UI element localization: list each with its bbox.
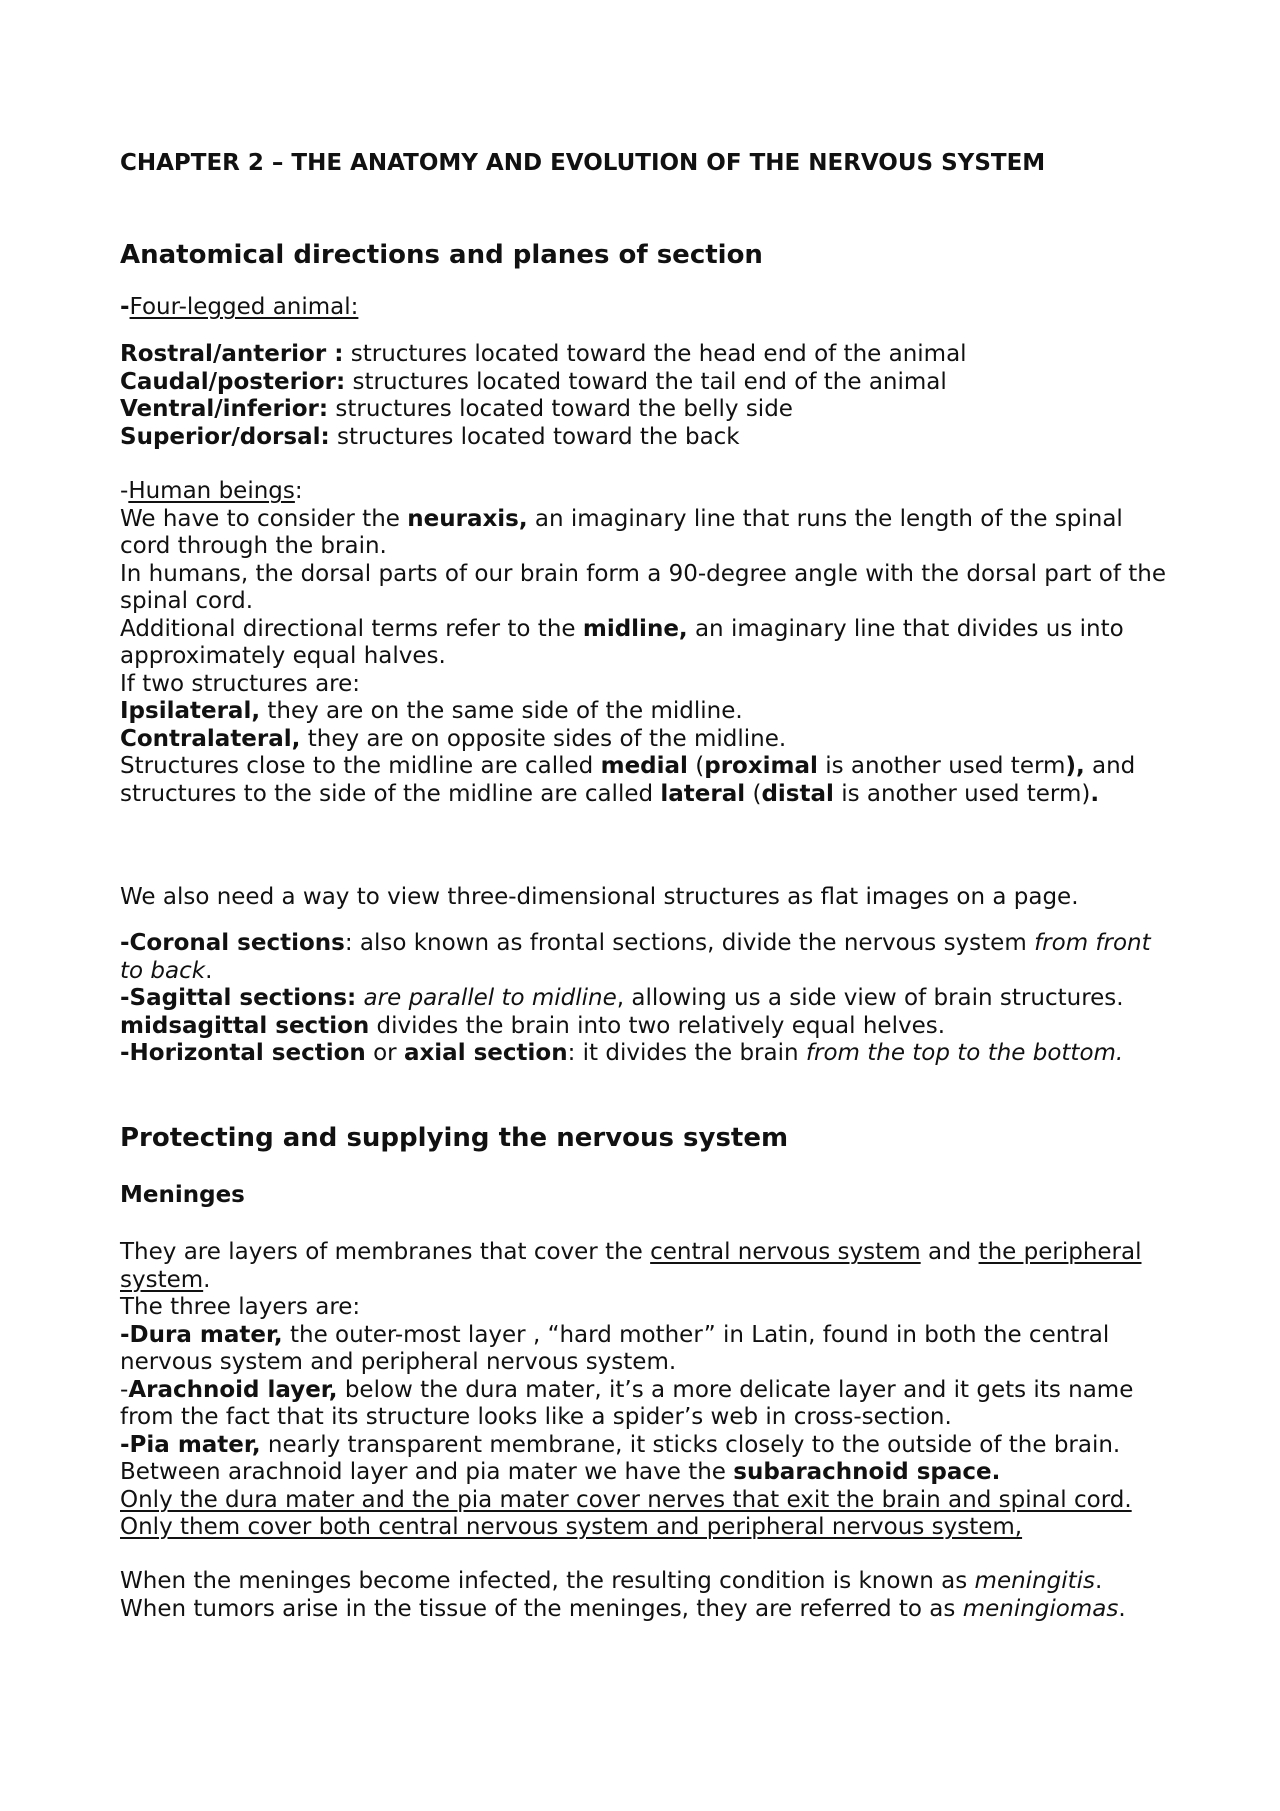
sections-list bbox=[120, 930, 1170, 1068]
midline-paragraph: Additional directional terms refer to the midline, an imaginary line that divides us into approximately equal halves. bbox=[120, 615, 1124, 669]
dura-mater-paragraph: -Dura mater, the outer-most layer , “hard mother” in Latin, found in both the central nervous system and peripheral nervous system. bbox=[120, 1321, 1110, 1375]
midsagittal-section: midsagittal section divides the brain into two relatively equal helves. bbox=[120, 1012, 946, 1039]
meninges-intro: They are layers of membranes that cover the central nervous system and the peripheral system. bbox=[120, 1239, 1142, 1293]
contralateral-line: Contralateral, they are on opposite sides of the midline. bbox=[120, 725, 787, 752]
meningitis-block bbox=[120, 1568, 1170, 1623]
arachnoid-paragraph: -Arachnoid layer, below the dura mater, it’s a more delicate layer and it gets its name from the fact that its structure looks like a spider’s web in cross-section. bbox=[120, 1376, 1134, 1430]
sagittal-sections: -Sagittal sections: are parallel to midline, allowing us a side view of brain structures. bbox=[120, 985, 1124, 1011]
direction-rostral: Rostral/anterior : structures located toward the head end of the animal bbox=[120, 341, 967, 367]
direction-ventral: Ventral/inferior: structures located toward the belly side bbox=[120, 396, 793, 422]
coronal-sections: -Coronal sections: also known as frontal sections, divide the nervous system from front to back. bbox=[120, 930, 1151, 984]
four-legged-label: -Four-legged animal: bbox=[120, 294, 359, 320]
human-beings-label: -Human beings: bbox=[120, 478, 303, 504]
medial-lateral-paragraph: Structures close to the midline are called medial (proximal is another used term), and structures to the side of the midline are called lateral (distal is another used term). bbox=[120, 753, 1136, 807]
subheading-meninges: Meninges bbox=[120, 1182, 245, 1208]
section-heading-anatomical-directions: Anatomical directions and planes of section bbox=[120, 240, 763, 270]
horizontal-section: -Horizontal section or axial section: it divides the brain from the top to the bottom. bbox=[120, 1040, 1124, 1066]
subarachnoid-paragraph: Between arachnoid layer and pia mater we have the subarachnoid space. bbox=[120, 1459, 1001, 1485]
meningioma-line: When tumors arise in the tissue of the meninges, they are referred to as meningiomas. bbox=[120, 1595, 1126, 1622]
three-layers-line: The three layers are: bbox=[120, 1294, 361, 1320]
ipsilateral-line: Ipsilateral, they are on the same side of the midline. bbox=[120, 698, 743, 724]
two-structures-line: If two structures are: bbox=[120, 670, 361, 697]
chapter-title: CHAPTER 2 – THE ANATOMY AND EVOLUTION OF THE NERVOUS SYSTEM bbox=[120, 150, 1046, 176]
direction-caudal: Caudal/posterior: structures located toward the tail end of the animal bbox=[120, 368, 947, 395]
neuraxis-paragraph: We have to consider the neuraxis, an imaginary line that runs the length of the spinal cord through the brain. bbox=[120, 505, 1123, 559]
section-heading-protecting: Protecting and supplying the nervous system bbox=[120, 1123, 789, 1153]
direction-superior: Superior/dorsal: structures located toward the back bbox=[120, 423, 740, 450]
meninges-block bbox=[120, 1239, 1170, 1542]
directions-list bbox=[120, 341, 1170, 451]
meningitis-line: When the meninges become infected, the resulting condition is known as meningitis. bbox=[120, 1568, 1103, 1594]
only-dura-pia-paragraph: Only the dura mater and the pia mater cover nerves that exit the brain and spinal cord. Only them cover both central nervous system and peripheral nervous system, bbox=[120, 1486, 1132, 1540]
pia-mater-paragraph: -Pia mater, nearly transparent membrane, it sticks closely to the outside of the brain. bbox=[120, 1431, 1121, 1458]
dorsal-paragraph: In humans, the dorsal parts of our brain form a 90-degree angle with the dorsal part of the spinal cord. bbox=[120, 560, 1166, 614]
flat-images-paragraph: We also need a way to view three-dimensional structures as flat images on a page. bbox=[120, 884, 1079, 910]
human-beings-block bbox=[120, 478, 1170, 808]
